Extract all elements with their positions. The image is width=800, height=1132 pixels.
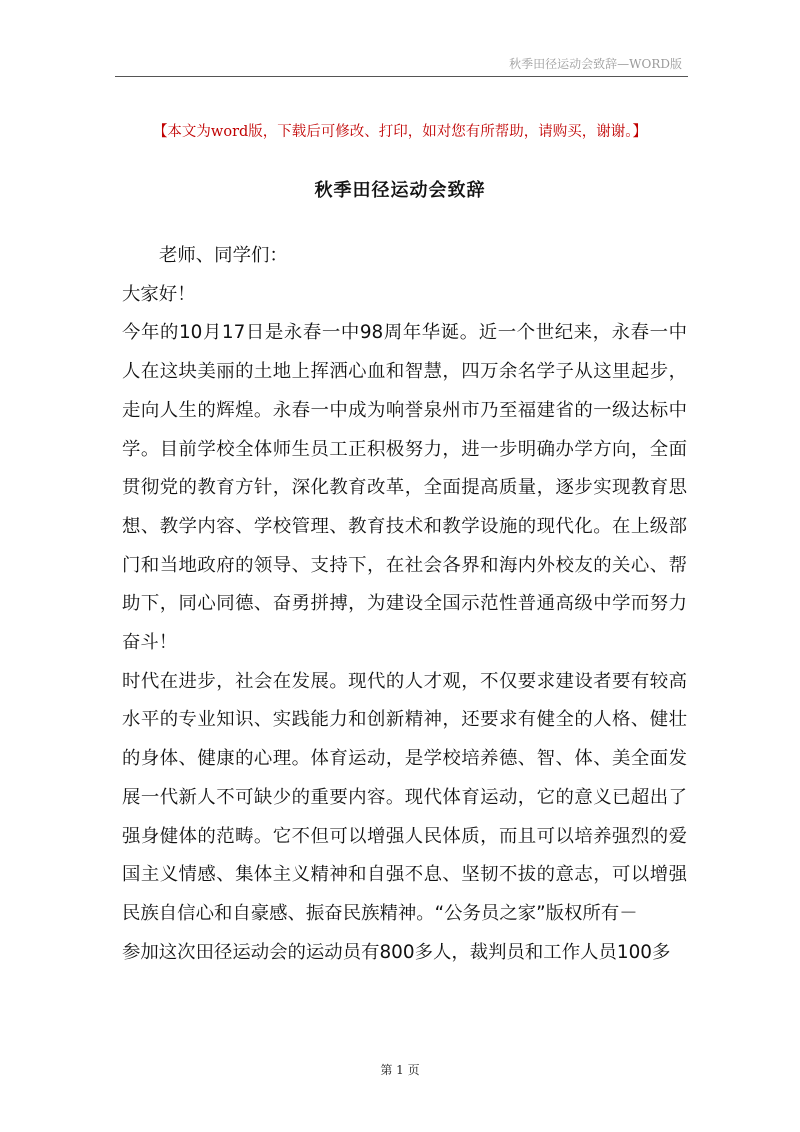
running-header: 秋季田径运动会致辞—WORD版 bbox=[509, 57, 682, 71]
document-body bbox=[122, 237, 687, 972]
paragraph-3: 参加这次田径运动会的运动员有800多人，裁判员和工作人员100多 bbox=[122, 941, 671, 963]
paragraph-1: 今年的10月17日是永春一中98周年华诞。近一个世纪来，永春一中人在这块美丽的土地上挥洒心血和智慧，四万余名学子从这里起步，走向人生的辉煌。永春一中成为响誉泉州市乃至福建省的一级达标中学。目前学校全体师生员工正积极努力，进一步明确办学方向，全面贯彻党的教育方针，深化教育改革，全面提高质量，逐步实现教育思想、教学内容、学校管理、教育技术和教学设施的现代化。在上级部门和当地政府的领导、支持下，在社会各界和海内外校友的关心、帮助下，同心同德、奋勇拼搏，为建设全国示范性普通高级中学而努力奋斗！ bbox=[122, 322, 687, 654]
document-title: 秋季田径运动会致辞 bbox=[314, 180, 486, 201]
paragraph-2: 时代在进步，社会在发展。现代的人才观，不仅要求建设者要有较高水平的专业知识、实践能力和创新精神，还要求有健全的人格、健壮的身体、健康的心理。体育运动，是学校培养德、智、体、美全面发展一代新人不可缺少的重要内容。现代体育运动，它的意义已超出了强身健体的范畴。它不但可以增强人民体质，而且可以培养强烈的爱国主义情感、集体主义精神和自强不息、坚韧不拔的意志，可以增强民族自信心和自豪感、振奋民族精神。“公务员之家”版权所有－ bbox=[122, 670, 687, 924]
page-number: 第 1 页 bbox=[380, 1063, 420, 1077]
header-divider bbox=[115, 76, 688, 77]
greeting: 大家好！ bbox=[122, 283, 196, 305]
salutation: 老师、同学们： bbox=[159, 245, 288, 266]
download-notice: 【本文为word版，下载后可修改、打印，如对您有所帮助，请购买，谢谢。】 bbox=[152, 124, 648, 140]
